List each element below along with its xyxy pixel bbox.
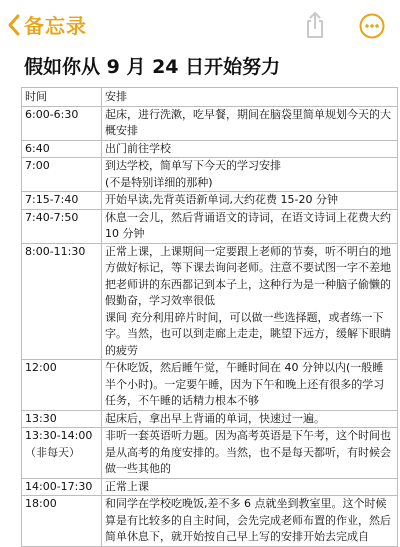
cell-time: 6:00-6:30 [22,106,102,140]
cell-time: 13:30 [22,410,102,428]
cell-plan: 和同学在学校吃晚饭,差不多 6 点就坐到教室里。这个时候算是有比较多的自主时间，会先完成老师布置的作业，然后简单休息下，就开始按自己早上写的安排开始去完成自 [102,496,398,547]
table-row [22,192,398,210]
cell-time: 18:00 [22,496,102,547]
table-row [22,496,398,547]
back-button[interactable] [6,10,87,39]
navigation-bar [0,0,400,46]
share-button[interactable] [303,11,327,43]
cell-plan: 开始早读,先背英语新单词,大约花费 15-20 分钟 [102,192,398,210]
cell-plan: 正常上课，上课期间一定要跟上老师的节奏，听不明白的地方做好标记，等下课去询问老师。注意不要试图一字不差地把老师讲的东西都记到本子上，这种行为是一种脑子偷懒的假勤奋，学习效率很低 课间 充分利用碎片时间，可以做一些选择题，或者练一下字。当然，也可以到走廊上走走，眺望下远方，缓解下眼睛的疲劳 [102,243,398,360]
table-row [22,106,398,140]
cell-plan: 正常上课 [102,478,398,496]
cell-plan: 休息一会儿，然后背诵语文的诗词，在语文诗词上花费大约 10 分钟 [102,209,398,243]
cell-time: 7:15-7:40 [22,192,102,210]
cell-time: 8:00-11:30 [22,243,102,360]
note-title[interactable]: 假如你从 9 月 24 日开始努力 [24,56,281,78]
cell-time: 12:00 [22,360,102,411]
more-button[interactable] [359,13,385,43]
table-row [22,243,398,360]
chevron-left-icon [6,13,22,37]
cell-plan: 起床，进行洗漱，吃早餐，期间在脑袋里简单规划今天的大概安排 [102,106,398,140]
cell-plan: 午休吃饭，然后睡午觉，午睡时间在 40 分钟以内(一般睡半个小时)。一定要午睡，因为下午和晚上还有很多的学习任务，不午睡的话精力根本不够 [102,360,398,411]
table-row [22,428,398,479]
cell-plan: 起床后，拿出早上背诵的单词，快速过一遍。 [102,410,398,428]
share-icon [303,24,327,43]
cell-time: 13:30-14:00 （非每天） [22,428,102,479]
table-row [22,140,398,158]
cell-plan: 到达学校，简单写下今天的学习安排 (不是特别详细的那种) [102,158,398,192]
header-time: 时间 [22,88,102,107]
cell-time: 7:40-7:50 [22,209,102,243]
cell-time: 14:00-17:30 [22,478,102,496]
back-label: 备忘录 [24,14,87,38]
cell-plan: 出门前往学校 [102,140,398,158]
table-row [22,410,398,428]
table-row [22,478,398,496]
cell-plan: 非听一套英语听力题。因为高考英语是下午考，这个时间也是从高考的角度安排的。当然，也不是每天都听，有时候会做一些其他的 [102,428,398,479]
more-icon [359,24,385,43]
table-row [22,209,398,243]
schedule-table-container [21,87,397,547]
cell-time: 7:00 [22,158,102,192]
table-row [22,360,398,411]
table-row [22,158,398,192]
header-plan: 安排 [102,88,398,107]
cell-time: 6:40 [22,140,102,158]
table-header-row [22,88,398,107]
schedule-table[interactable] [21,87,398,547]
